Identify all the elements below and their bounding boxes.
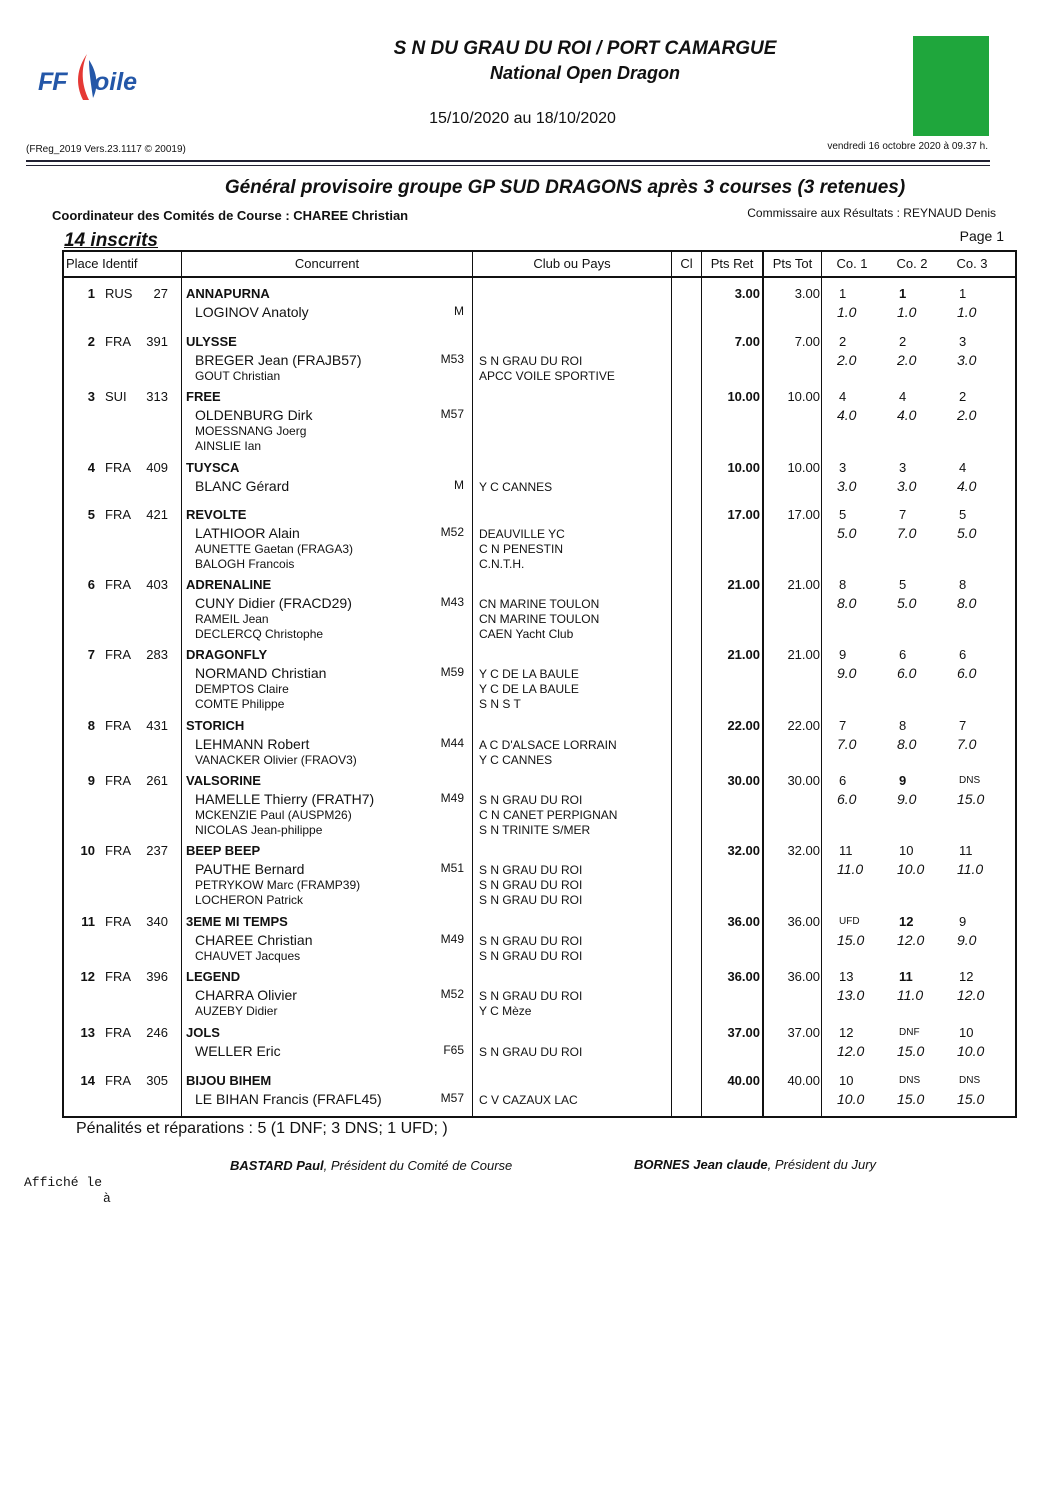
jury-signature xyxy=(634,1157,876,1172)
race-score-2: 15.0 xyxy=(897,1043,925,1059)
race-score-1: 12.0 xyxy=(837,1043,865,1059)
race-score-3: 2.0 xyxy=(957,407,977,423)
points-total-cell: 7.00 xyxy=(794,334,820,349)
race-rank-3: 12 xyxy=(959,969,974,984)
place-cell: 13 xyxy=(80,1025,95,1040)
crew-member: AUNETTE Gaetan (FRAGA3) xyxy=(195,542,354,556)
race-score-3: 3.0 xyxy=(957,352,977,368)
points-retained-cell: 10.00 xyxy=(727,460,760,475)
table-row xyxy=(64,904,1015,963)
crew-member: HAMELLE Thierry (FRATH7) xyxy=(195,791,375,807)
category-cell: M57 xyxy=(440,1091,464,1105)
club-cell: S N GRAU DU ROI xyxy=(479,989,583,1003)
points-retained-cell: 36.00 xyxy=(727,914,760,929)
place-cell: 4 xyxy=(87,460,95,475)
points-retained-cell: 22.00 xyxy=(727,718,760,733)
race-rank-2: 6 xyxy=(899,647,907,662)
race-rank-3: 4 xyxy=(959,460,967,475)
boat-name-cell: ADRENALINE xyxy=(186,577,272,592)
race-score-1: 9.0 xyxy=(837,665,857,681)
race-score-1: 6.0 xyxy=(837,791,857,807)
sail-number-cell: 431 xyxy=(146,718,168,733)
race-rank-3: 8 xyxy=(959,577,967,592)
logo-oile-text: oile xyxy=(94,68,138,96)
race-score-3: 1.0 xyxy=(957,304,977,320)
crew-member: BREGER Jean (FRAJB57) xyxy=(195,352,362,368)
category-cell: M52 xyxy=(440,525,464,539)
crew-member: VANACKER Olivier (FRAOV3) xyxy=(195,753,357,767)
posted-at-label: à xyxy=(103,1191,111,1206)
coordinator: Coordinateur des Comités de Course : CHAREE Christian xyxy=(52,208,409,223)
nation-cell: FRA xyxy=(105,914,131,929)
club-cell: S N TRINITE S/MER xyxy=(479,823,591,837)
race-score-3: 7.0 xyxy=(957,736,977,752)
race-score-2: 10.0 xyxy=(897,861,925,877)
club-cell: Y C CANNES xyxy=(479,480,553,494)
race-committee-signature xyxy=(230,1158,512,1173)
crew-member: MCKENZIE Paul (AUSPM26) xyxy=(195,808,352,822)
race-score-1: 1.0 xyxy=(837,304,857,320)
sail-number-cell: 340 xyxy=(146,914,168,929)
table-row xyxy=(64,708,1015,767)
crew-member: BALOGH Francois xyxy=(195,557,295,571)
points-total-cell: 30.00 xyxy=(787,773,820,788)
race-score-3: 9.0 xyxy=(957,932,977,948)
race-rank-2: 10 xyxy=(899,843,914,858)
software-version: (FReg_2019 Vers.23.1117 © 20019) xyxy=(26,144,186,155)
crew-member: CHARRA Olivier xyxy=(195,987,297,1003)
sail-number-cell: 261 xyxy=(146,773,168,788)
race-rank-2: 1 xyxy=(899,286,907,301)
entries-count: 14 inscrits xyxy=(64,230,158,251)
race-rank-2: 11 xyxy=(899,969,913,984)
sail-number-cell: 421 xyxy=(146,507,168,522)
nation-cell: RUS xyxy=(105,286,133,301)
logo-ff-text: FF xyxy=(38,68,67,96)
race-rank-3: DNS xyxy=(959,775,981,786)
crew-member: LOGINOV Anatoly xyxy=(195,304,309,320)
race-score-2: 8.0 xyxy=(897,736,917,752)
boat-name-cell: JOLS xyxy=(186,1025,220,1040)
sail-number-cell: 246 xyxy=(146,1025,168,1040)
crew-member: LATHIOOR Alain xyxy=(195,525,300,541)
header-co3: Co. 3 xyxy=(956,256,988,271)
table-row xyxy=(64,379,1015,453)
points-retained-cell: 3.00 xyxy=(734,286,760,301)
race-score-1: 10.0 xyxy=(837,1091,865,1107)
race-rank-3: 10 xyxy=(959,1025,974,1040)
race-rank-3: 5 xyxy=(959,507,967,522)
race-rank-2: 5 xyxy=(899,577,907,592)
crew-member: MOESSNANG Joerg xyxy=(195,424,307,438)
crew-member: NICOLAS Jean-philippe xyxy=(195,823,323,837)
category-cell: M57 xyxy=(440,407,464,421)
table-row xyxy=(64,324,1015,383)
nation-cell: FRA xyxy=(105,647,131,662)
points-retained-cell: 40.00 xyxy=(727,1073,760,1088)
category-cell: M49 xyxy=(440,932,464,946)
place-cell: 8 xyxy=(87,718,95,733)
header-divider xyxy=(26,160,990,162)
points-total-cell: 10.00 xyxy=(787,460,820,475)
category-cell: M59 xyxy=(440,665,464,679)
race-rank-1: 5 xyxy=(839,507,847,522)
header-cl: Cl xyxy=(680,256,693,271)
club-cell: S N GRAU DU ROI xyxy=(479,949,583,963)
club-cell: S N GRAU DU ROI xyxy=(479,1045,583,1059)
crew-member: RAMEIL Jean xyxy=(195,612,269,626)
points-total-cell: 10.00 xyxy=(787,389,820,404)
race-rank-3: 9 xyxy=(959,914,967,929)
club-cell: S N GRAU DU ROI xyxy=(479,934,583,948)
club-cell: S N GRAU DU ROI xyxy=(479,863,583,877)
points-retained-cell: 32.00 xyxy=(727,843,760,858)
race-rank-1: 6 xyxy=(839,773,847,788)
header-club: Club ou Pays xyxy=(533,256,611,271)
points-retained-cell: 36.00 xyxy=(727,969,760,984)
crew-member: PETRYKOW Marc (FRAMP39) xyxy=(195,878,361,892)
jury-president-role: , Président du Jury xyxy=(767,1157,877,1172)
nation-cell: FRA xyxy=(105,773,131,788)
race-rank-3: 2 xyxy=(959,389,967,404)
race-rank-1: 10 xyxy=(839,1073,854,1088)
club-cell: C N CANET PERPIGNAN xyxy=(479,808,618,822)
race-rank-3: 1 xyxy=(959,286,967,301)
race-rank-1: 8 xyxy=(839,577,847,592)
race-rank-1: 9 xyxy=(839,647,847,662)
race-rank-3: 6 xyxy=(959,647,967,662)
race-rank-2: 8 xyxy=(899,718,907,733)
results-title: Général provisoire groupe GP SUD DRAGONS après 3 courses (3 retenues) xyxy=(224,177,906,198)
race-rank-1: 13 xyxy=(839,969,854,984)
table-row xyxy=(64,567,1015,641)
table-row xyxy=(64,276,1015,326)
club-cell: Y C Mèze xyxy=(479,1004,532,1018)
race-rank-2: 2 xyxy=(899,334,907,349)
race-score-1: 3.0 xyxy=(837,478,857,494)
sail-number-cell: 237 xyxy=(146,843,168,858)
points-total-cell: 17.00 xyxy=(787,507,820,522)
club-cell: S N GRAU DU ROI xyxy=(479,354,583,368)
place-cell: 5 xyxy=(87,507,95,522)
table-row xyxy=(64,450,1015,500)
nation-cell: FRA xyxy=(105,334,131,349)
crew-member: PAUTHE Bernard xyxy=(195,861,305,877)
header-divider-thin xyxy=(26,165,990,166)
header-place-identif: Place Identif xyxy=(66,256,138,271)
race-score-1: 15.0 xyxy=(837,932,865,948)
points-total-cell: 21.00 xyxy=(787,577,820,592)
club-cell: CAEN Yacht Club xyxy=(479,627,574,641)
place-cell: 6 xyxy=(87,577,95,592)
club-cell: S N S T xyxy=(479,697,521,711)
club-cell: CN MARINE TOULON xyxy=(479,612,600,626)
race-rank-2: DNS xyxy=(899,1075,921,1086)
header-co2: Co. 2 xyxy=(896,256,928,271)
points-total-cell: 36.00 xyxy=(787,969,820,984)
points-total-cell: 32.00 xyxy=(787,843,820,858)
club-cell: APCC VOILE SPORTIVE xyxy=(479,369,615,383)
club-cell: S N GRAU DU ROI xyxy=(479,878,583,892)
race-score-3: 12.0 xyxy=(957,987,985,1003)
race-score-1: 13.0 xyxy=(837,987,865,1003)
race-score-2: 3.0 xyxy=(897,478,917,494)
place-cell: 2 xyxy=(87,334,95,349)
page-number: Page 1 xyxy=(959,228,1004,244)
crew-member: AUZEBY Didier xyxy=(195,1004,278,1018)
boat-name-cell: LEGEND xyxy=(186,969,241,984)
points-total-cell: 37.00 xyxy=(787,1025,820,1040)
category-cell: M44 xyxy=(440,736,464,750)
race-score-1: 2.0 xyxy=(837,352,857,368)
category-cell: M49 xyxy=(440,791,464,805)
nation-cell: FRA xyxy=(105,507,131,522)
crew-member: BLANC Gérard xyxy=(195,478,290,494)
crew-member: OLDENBURG Dirk xyxy=(195,407,313,423)
place-cell: 12 xyxy=(80,969,95,984)
penalties-summary: Pénalités et réparations : 5 (1 DNF; 3 DNS; 1 UFD; ) xyxy=(76,1120,448,1137)
club-title: S N DU GRAU DU ROI / PORT CAMARGUE xyxy=(393,38,777,59)
race-rank-2: 12 xyxy=(899,914,914,929)
race-score-1: 5.0 xyxy=(837,525,857,541)
category-cell: M xyxy=(454,304,464,318)
race-rank-2: 7 xyxy=(899,507,907,522)
points-retained-cell: 37.00 xyxy=(727,1025,760,1040)
race-rank-3: 11 xyxy=(959,843,973,858)
race-rank-1: UFD xyxy=(839,916,860,927)
sail-number-cell: 403 xyxy=(146,577,168,592)
race-rank-1: 11 xyxy=(839,843,853,858)
nation-cell: FRA xyxy=(105,460,131,475)
category-cell: M51 xyxy=(440,861,464,875)
place-cell: 3 xyxy=(87,389,95,404)
header-pts-ret: Pts Ret xyxy=(710,256,754,271)
race-score-2: 4.0 xyxy=(897,407,917,423)
jury-president-name: BORNES Jean claude xyxy=(634,1157,768,1172)
club-cell: Y C DE LA BAULE xyxy=(479,667,579,681)
club-cell: S N GRAU DU ROI xyxy=(479,893,583,907)
nation-cell: FRA xyxy=(105,577,131,592)
points-retained-cell: 21.00 xyxy=(727,647,760,662)
race-score-3: 11.0 xyxy=(957,861,984,877)
nation-cell: FRA xyxy=(105,718,131,733)
race-score-1: 7.0 xyxy=(837,736,857,752)
category-cell: F65 xyxy=(443,1043,464,1057)
boat-name-cell: ULYSSE xyxy=(186,334,237,349)
race-rank-2: 9 xyxy=(899,773,907,788)
race-score-3: 5.0 xyxy=(957,525,977,541)
points-retained-cell: 30.00 xyxy=(727,773,760,788)
sail-number-cell: 396 xyxy=(146,969,168,984)
header-concurrent: Concurrent xyxy=(294,256,360,271)
race-score-1: 11.0 xyxy=(837,861,864,877)
crew-member: CHAREE Christian xyxy=(195,932,313,948)
nation-cell: FRA xyxy=(105,1073,131,1088)
crew-member: CUNY Didier (FRACD29) xyxy=(195,595,352,611)
race-rank-1: 3 xyxy=(839,460,847,475)
race-score-3: 10.0 xyxy=(957,1043,985,1059)
race-score-3: 8.0 xyxy=(957,595,977,611)
club-cell: DEAUVILLE YC xyxy=(479,527,565,541)
sail-number-cell: 283 xyxy=(146,647,168,662)
table-row xyxy=(64,637,1015,711)
boat-name-cell: ANNAPURNA xyxy=(186,286,270,301)
race-score-1: 4.0 xyxy=(837,407,857,423)
category-cell: M xyxy=(454,478,464,492)
race-president-role: , Président du Comité de Course xyxy=(323,1158,513,1173)
header-co1: Co. 1 xyxy=(836,256,868,271)
sail-number-cell: 305 xyxy=(146,1073,168,1088)
race-score-2: 7.0 xyxy=(897,525,917,541)
category-cell: M52 xyxy=(440,987,464,1001)
points-retained-cell: 17.00 xyxy=(727,507,760,522)
nation-cell: FRA xyxy=(105,969,131,984)
points-retained-cell: 21.00 xyxy=(727,577,760,592)
points-retained-cell: 10.00 xyxy=(727,389,760,404)
club-cell: C.N.T.H. xyxy=(479,557,525,571)
crew-member: LE BIHAN Francis (FRAFL45) xyxy=(195,1091,382,1107)
results-table xyxy=(62,250,1017,1118)
sail-number-cell: 27 xyxy=(153,286,168,301)
event-title: National Open Dragon xyxy=(489,63,680,83)
points-total-cell: 40.00 xyxy=(787,1073,820,1088)
nation-cell: SUI xyxy=(105,389,127,404)
table-row xyxy=(64,1015,1015,1065)
ffvoile-logo xyxy=(38,54,158,104)
race-rank-1: 1 xyxy=(839,286,847,301)
club-cell: Y C DE LA BAULE xyxy=(479,682,579,696)
table-row xyxy=(64,833,1015,907)
points-total-cell: 21.00 xyxy=(787,647,820,662)
print-timestamp: vendredi 16 octobre 2020 à 09.37 h. xyxy=(827,141,988,152)
crew-member: LEHMANN Robert xyxy=(195,736,310,752)
crew-member: COMTE Philippe xyxy=(195,697,285,711)
points-total-cell: 3.00 xyxy=(794,286,820,301)
crew-member: DEMPTOS Claire xyxy=(195,682,289,696)
race-rank-1: 12 xyxy=(839,1025,854,1040)
nation-cell: FRA xyxy=(105,1025,131,1040)
race-score-2: 1.0 xyxy=(897,304,917,320)
club-cell: CN MARINE TOULON xyxy=(479,597,600,611)
race-score-2: 11.0 xyxy=(897,987,924,1003)
crew-member: GOUT Christian xyxy=(195,369,281,383)
boat-name-cell: BEEP BEEP xyxy=(186,843,261,858)
event-dates: 15/10/2020 au 18/10/2020 xyxy=(429,110,616,127)
boat-name-cell: BIJOU BIHEM xyxy=(186,1073,272,1088)
club-cell: Y C CANNES xyxy=(479,753,553,767)
crew-member: NORMAND Christian xyxy=(195,665,327,681)
race-score-1: 8.0 xyxy=(837,595,857,611)
place-cell: 10 xyxy=(80,843,95,858)
club-cell: S N GRAU DU ROI xyxy=(479,793,583,807)
race-rank-3: DNS xyxy=(959,1075,981,1086)
place-cell: 7 xyxy=(87,647,95,662)
table-header xyxy=(64,252,1015,278)
header-pts-tot: Pts Tot xyxy=(772,256,813,271)
race-rank-3: 7 xyxy=(959,718,967,733)
category-cell: M43 xyxy=(440,595,464,609)
race-score-2: 6.0 xyxy=(897,665,917,681)
table-row xyxy=(64,959,1015,1018)
race-score-2: 5.0 xyxy=(897,595,917,611)
boat-name-cell: VALSORINE xyxy=(186,773,261,788)
points-retained-cell: 7.00 xyxy=(734,334,760,349)
race-score-2: 12.0 xyxy=(897,932,925,948)
table-row xyxy=(64,497,1015,571)
boat-name-cell: REVOLTE xyxy=(186,507,247,522)
club-cell: C V CAZAUX LAC xyxy=(479,1093,578,1107)
table-row xyxy=(64,1063,1015,1113)
crew-member: WELLER Eric xyxy=(195,1043,281,1059)
place-cell: 14 xyxy=(80,1073,95,1088)
club-cell: C N PENESTIN xyxy=(479,542,564,556)
race-score-3: 4.0 xyxy=(957,478,977,494)
boat-name-cell: DRAGONFLY xyxy=(186,647,268,662)
race-score-2: 9.0 xyxy=(897,791,917,807)
race-score-2: 15.0 xyxy=(897,1091,925,1107)
race-rank-1: 2 xyxy=(839,334,847,349)
crew-member: CHAUVET Jacques xyxy=(195,949,301,963)
boat-name-cell: TUYSCA xyxy=(186,460,240,475)
race-score-2: 2.0 xyxy=(897,352,917,368)
race-rank-2: 4 xyxy=(899,389,907,404)
points-total-cell: 22.00 xyxy=(787,718,820,733)
race-score-3: 15.0 xyxy=(957,1091,985,1107)
points-total-cell: 36.00 xyxy=(787,914,820,929)
race-score-3: 15.0 xyxy=(957,791,985,807)
posted-label: Affiché le xyxy=(24,1175,103,1190)
place-cell: 1 xyxy=(87,286,95,301)
sail-number-cell: 391 xyxy=(146,334,168,349)
status-flag xyxy=(913,36,989,136)
boat-name-cell: 3EME MI TEMPS xyxy=(186,914,288,929)
results-officer: Commissaire aux Résultats : REYNAUD Denis xyxy=(747,206,996,220)
race-rank-2: 3 xyxy=(899,460,907,475)
boat-name-cell: STORICH xyxy=(186,718,245,733)
sail-number-cell: 313 xyxy=(146,389,168,404)
race-rank-2: DNF xyxy=(899,1027,920,1038)
boat-name-cell: FREE xyxy=(186,389,221,404)
table-row xyxy=(64,763,1015,837)
race-rank-1: 7 xyxy=(839,718,847,733)
category-cell: M53 xyxy=(440,352,464,366)
place-cell: 11 xyxy=(81,914,95,929)
crew-member: LOCHERON Patrick xyxy=(195,893,304,907)
race-president-name: BASTARD Paul xyxy=(230,1158,324,1173)
sail-number-cell: 409 xyxy=(146,460,168,475)
nation-cell: FRA xyxy=(105,843,131,858)
club-cell: A C D'ALSACE LORRAIN xyxy=(479,738,617,752)
race-score-3: 6.0 xyxy=(957,665,977,681)
crew-member: DECLERCQ Christophe xyxy=(195,627,324,641)
race-rank-3: 3 xyxy=(959,334,967,349)
race-rank-1: 4 xyxy=(839,389,847,404)
place-cell: 9 xyxy=(87,773,95,788)
crew-member: AINSLIE Ian xyxy=(195,439,262,453)
